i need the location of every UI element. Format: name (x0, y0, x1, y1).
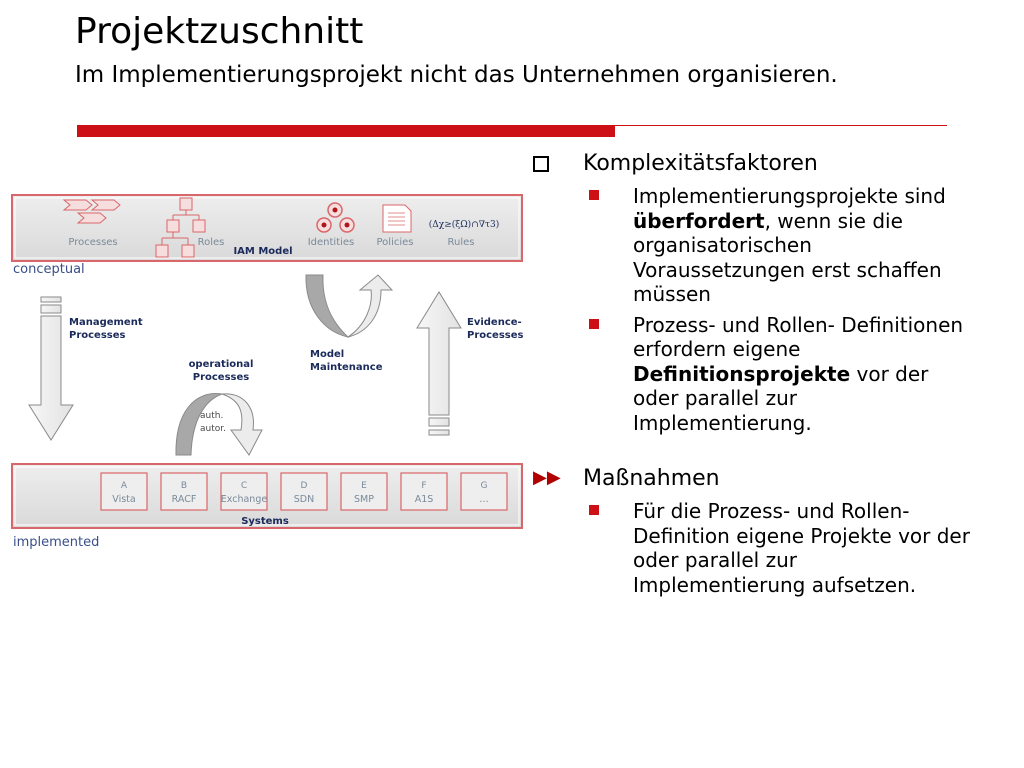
bullet-heading: Maßnahmen (583, 466, 720, 491)
system-name: Exchange (220, 494, 268, 505)
system-letter: D (300, 481, 308, 491)
bullet-list (533, 150, 973, 597)
implemented-caption: implemented (13, 535, 100, 550)
slide-title: Projektzuschnitt (75, 11, 364, 52)
management-label-1: Management (69, 317, 143, 328)
system-tile (221, 473, 268, 510)
model-label-2: Maintenance (310, 362, 383, 373)
system-name: … (479, 494, 489, 505)
model-maintenance-arrow (306, 275, 392, 337)
systems-title: Systems (241, 516, 289, 527)
model-label-1: Model (310, 349, 345, 360)
bullet-massnahmen (533, 465, 973, 493)
system-tile (341, 473, 387, 510)
sub-bullet: Implementierungsprojekte sind überfordert, wenn sie die organisatorischen Voraussetzungen erst schaffen müssen (533, 184, 973, 307)
system-name: SDN (293, 494, 315, 505)
iam-model-title: IAM Model (233, 246, 293, 257)
sub-bullet: Für die Prozess- und Rollen- Definition eigene Projekte vor der oder parallel zur Implementierung aufsetzen. (533, 499, 973, 597)
bullet-komplexitaet (533, 150, 973, 178)
system-letter: F (421, 481, 427, 491)
bullet-heading: Komplexitätsfaktoren (583, 151, 818, 176)
square-bullet (589, 505, 599, 515)
system-letter: A (120, 481, 128, 491)
operational-label-1: operational (188, 359, 254, 370)
system-name: Vista (112, 494, 136, 505)
label-processes: Processes (68, 237, 118, 248)
policies-icon (383, 205, 411, 232)
hollow-square-bullet (533, 156, 549, 172)
operational-label-2: Processes (192, 372, 250, 383)
system-name: A1S (414, 494, 434, 505)
label-policies: Policies (376, 237, 414, 248)
iam-diagram (0, 150, 540, 570)
conceptual-caption: conceptual (13, 262, 85, 277)
evidence-arrow (417, 292, 461, 435)
system-tile (161, 473, 207, 510)
system-name: RACF (171, 494, 197, 505)
title-rule-thick (77, 125, 615, 137)
system-name: SMP (354, 494, 374, 505)
management-label-2: Processes (69, 330, 126, 341)
system-letter: E (361, 481, 367, 491)
system-tiles (101, 473, 507, 510)
label-roles: Roles (197, 237, 225, 248)
rules-symbol: (Δχ≥(ξΩ)∩∇τ3) (428, 220, 500, 230)
system-tile (101, 473, 147, 510)
label-rules: Rules (447, 237, 475, 248)
system-letter: C (240, 481, 248, 491)
evidence-label-2: Processes (467, 330, 524, 341)
system-letter: G (480, 481, 488, 491)
double-arrow-bullet-icon: ▶▶ (533, 467, 561, 488)
system-tile (281, 473, 327, 510)
system-letter: B (180, 481, 188, 491)
sub-bullet: Prozess- und Rollen- Definitionen erfordern eigene Definitionsprojekte vor der oder parallel zur Implementierung. (533, 313, 973, 436)
system-tile (461, 473, 507, 510)
slide-subtitle: Im Implementierungsprojekt nicht das Unternehmen organisieren. (75, 62, 838, 88)
system-tile (401, 473, 447, 510)
square-bullet (589, 190, 599, 200)
auth-label: auth. (200, 411, 224, 421)
label-identities: Identities (307, 237, 355, 248)
autor-label: autor. (200, 424, 226, 434)
management-arrow (29, 297, 73, 440)
square-bullet (589, 319, 599, 329)
title-rule-thin (615, 125, 947, 126)
evidence-label-1: Evidence- (467, 317, 522, 328)
